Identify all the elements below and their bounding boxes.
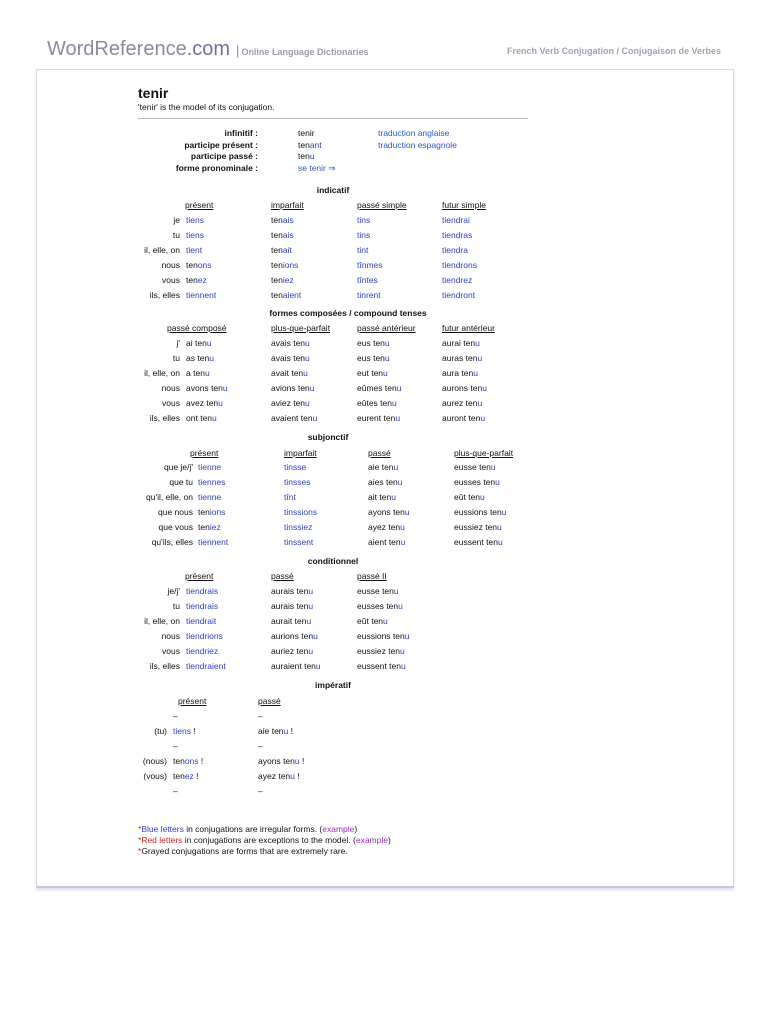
composees-pqp-5: avaient tenu xyxy=(271,413,318,423)
subjonctif-present-5: tiennent xyxy=(198,537,229,547)
subjonctif-imparfait-4: tinssiez xyxy=(284,522,313,532)
logo-separator: | xyxy=(236,43,240,58)
composees-header-0: passé composé xyxy=(167,323,227,333)
subjonctif-pronoun-1: que tu xyxy=(169,477,193,487)
subjonctif-present-0: tienne xyxy=(198,462,222,472)
subjonctif-passe-1: aies tenu xyxy=(368,477,403,487)
imperatif-passe-3: ayons tenu ! xyxy=(258,756,305,766)
indicatif-present-1: tiens xyxy=(186,230,204,240)
subjonctif-present-4: teniez xyxy=(198,522,221,532)
red-example-link[interactable]: example xyxy=(355,835,388,845)
subjonctif-title: subjonctif xyxy=(307,432,349,442)
composees-passe_compose-2: a tenu xyxy=(186,368,210,378)
note-red-label: Red letters xyxy=(141,835,183,845)
conditionnel-present-3: tiendrions xyxy=(186,631,223,641)
indicatif-passe_simple-2: tint xyxy=(357,245,369,255)
composees-pronoun-3: nous xyxy=(161,383,180,393)
conditionnel-pronoun-0: je/j' xyxy=(167,586,180,596)
composees-header-3: futur antérieur xyxy=(442,323,495,333)
composees-futur_ant-3: aurons tenu xyxy=(442,383,487,393)
conditionnel-passe-2: aurait tenu xyxy=(271,616,312,626)
subjonctif-pqp-0: eusse tenu xyxy=(454,462,496,472)
composees-anterieur-0: eus tenu xyxy=(357,338,390,348)
composees-pronoun-0: j' xyxy=(176,338,180,348)
imperatif-present-5: – xyxy=(173,786,178,796)
composees-futur_ant-4: aurez tenu xyxy=(442,398,483,408)
subjonctif-passe-3: ayons tenu xyxy=(368,507,410,517)
info-participe-present: tenant xyxy=(298,140,322,150)
indicatif-imparfait-0: tenais xyxy=(271,215,294,225)
composees-pronoun-4: vous xyxy=(162,398,180,408)
indicatif-futur-2: tiendra xyxy=(442,245,468,255)
indicatif-futur-0: tiendrai xyxy=(442,215,470,225)
title-divider xyxy=(138,118,528,119)
subjonctif-pqp-4: eussiez tenu xyxy=(454,522,502,532)
conditionnel-header-1: passé xyxy=(271,571,294,581)
conditionnel-header-0: présent xyxy=(185,571,214,581)
logo-tagline: Online Language Dictionaries xyxy=(241,47,369,57)
indicatif-passe_simple-0: tins xyxy=(357,215,371,225)
composees-header-1: plus-que-parfait xyxy=(271,323,331,333)
indicatif-pronoun-3: nous xyxy=(161,260,180,270)
conditionnel-passe-4: auriez tenu xyxy=(271,646,314,656)
composees-anterieur-3: eûmes tenu xyxy=(357,383,402,393)
subjonctif-pronoun-5: qu'ils, elles xyxy=(151,537,193,547)
conditionnel-header-2: passé II xyxy=(357,571,387,581)
indicatif-present-5: tiennent xyxy=(186,290,217,300)
subjonctif-pronoun-2: qu'il, elle, on xyxy=(146,492,193,502)
indicatif-present-0: tiens xyxy=(186,215,204,225)
indicatif-imparfait-4: teniez xyxy=(271,275,294,285)
indicatif-imparfait-1: tenais xyxy=(271,230,294,240)
subjonctif-pronoun-3: que nous xyxy=(158,507,193,517)
composees-futur_ant-2: aura tenu xyxy=(442,368,478,378)
link-traduction-espagnole[interactable]: traduction espagnole xyxy=(378,140,457,150)
indicatif-futur-4: tiendrez xyxy=(442,275,473,285)
composees-pqp-0: avais tenu xyxy=(271,338,310,348)
subjonctif-imparfait-2: tînt xyxy=(284,492,296,502)
composees-passe_compose-5: ont tenu xyxy=(186,413,217,423)
indicatif-futur-5: tiendront xyxy=(442,290,476,300)
note-blue: *Blue letters in conjugations are irregular forms. (example) xyxy=(138,824,358,834)
indicatif-title: indicatif xyxy=(316,185,350,195)
subjonctif-header-0: présent xyxy=(190,448,219,458)
conditionnel-present-2: tiendrait xyxy=(186,616,217,626)
subjonctif-present-2: tienne xyxy=(198,492,222,502)
conditionnel-title: conditionnel xyxy=(307,556,359,566)
composees-pronoun-2: il, elle, on xyxy=(144,368,180,378)
conditionnel-passe2-4: eussiez tenu xyxy=(357,646,405,656)
subjonctif-pronoun-4: que vous xyxy=(158,522,193,532)
conditionnel-passe2-3: eussions tenu xyxy=(357,631,410,641)
composees-pronoun-5: ils, elles xyxy=(149,413,180,423)
subjonctif-imparfait-1: tinsses xyxy=(284,477,311,487)
note-blue-label: Blue letters xyxy=(141,824,184,834)
composees-passe_compose-1: as tenu xyxy=(186,353,214,363)
indicatif-imparfait-3: tenions xyxy=(271,260,299,270)
composees-futur_ant-0: aurai tenu xyxy=(442,338,480,348)
page-heading: French Verb Conjugation / Conjugaison de Verbes xyxy=(506,46,721,56)
info-label-2: participe passé : xyxy=(190,151,258,161)
indicatif-imparfait-2: tenait xyxy=(271,245,292,255)
indicatif-header-2: passé simple xyxy=(357,200,407,210)
imperatif-present-2: – xyxy=(173,741,178,751)
indicatif-passe_simple-3: tînmes xyxy=(357,260,383,270)
composees-passe_compose-0: ai tenu xyxy=(186,338,212,348)
conditionnel-present-4: tiendriez xyxy=(186,646,219,656)
pronominal-link[interactable]: se tenir ⇒ xyxy=(298,163,336,173)
info-label-0: infinitif : xyxy=(224,128,258,138)
composees-pqp-4: aviez tenu xyxy=(271,398,310,408)
verb-title: tenir xyxy=(138,85,169,101)
subjonctif-header-1: imparfait xyxy=(284,448,317,458)
conditionnel-present-0: tiendrais xyxy=(186,586,219,596)
conditionnel-passe-1: aurais tenu xyxy=(271,601,314,611)
subjonctif-imparfait-5: tinssent xyxy=(284,537,314,547)
imperatif-pronoun-4: (vous) xyxy=(143,771,167,781)
info-label-3: forme pronominale : xyxy=(175,163,258,173)
indicatif-header-1: imparfait xyxy=(271,200,304,210)
composees-anterieur-1: eus tenu xyxy=(357,353,390,363)
indicatif-futur-1: tiendras xyxy=(442,230,473,240)
conditionnel-pronoun-1: tu xyxy=(172,601,180,611)
subjonctif-pqp-2: eût tenu xyxy=(454,492,485,502)
composees-pqp-1: avais tenu xyxy=(271,353,310,363)
indicatif-header-3: futur simple xyxy=(442,200,486,210)
imperatif-passe-2: – xyxy=(258,741,263,751)
composees-anterieur-2: eut tenu xyxy=(357,368,388,378)
subjonctif-present-3: tenions xyxy=(198,507,226,517)
logo-com: .com xyxy=(186,38,231,60)
conditionnel-pronoun-5: ils, elles xyxy=(149,661,180,671)
conditionnel-pronoun-2: il, elle, on xyxy=(144,616,180,626)
subjonctif-pqp-1: eusses tenu xyxy=(454,477,500,487)
conditionnel-pronoun-4: vous xyxy=(162,646,180,656)
indicatif-passe_simple-1: tins xyxy=(357,230,371,240)
indicatif-present-4: tenez xyxy=(186,275,207,285)
imperatif-pronoun-3: (nous) xyxy=(142,756,167,766)
note-gray: *Grayed conjugations are forms that are extremely rare. xyxy=(138,846,348,856)
imperatif-passe-5: – xyxy=(258,786,263,796)
imperatif-header-present: présent xyxy=(178,696,207,706)
conditionnel-passe-0: aurais tenu xyxy=(271,586,314,596)
conditionnel-present-5: tiendraient xyxy=(186,661,226,671)
conditionnel-passe2-5: eussent tenu xyxy=(357,661,406,671)
subjonctif-pqp-5: eussent tenu xyxy=(454,537,503,547)
indicatif-futur-3: tiendrons xyxy=(442,260,477,270)
info-infinitif: tenir xyxy=(298,128,315,138)
imperatif-present-0: – xyxy=(173,711,178,721)
indicatif-pronoun-0: je xyxy=(173,215,180,225)
indicatif-pronoun-2: il, elle, on xyxy=(144,245,180,255)
subjonctif-passe-5: aient tenu xyxy=(368,537,406,547)
imperatif-pronoun-1: (tu) xyxy=(154,726,167,736)
imperatif-passe-4: ayez tenu ! xyxy=(258,771,300,781)
indicatif-present-2: tient xyxy=(186,245,203,255)
imperatif-title: impératif xyxy=(315,680,351,690)
composees-pronoun-1: tu xyxy=(172,353,180,363)
subjonctif-present-1: tiennes xyxy=(198,477,226,487)
conditionnel-passe2-0: eusse tenu xyxy=(357,586,399,596)
indicatif-imparfait-5: tenaient xyxy=(271,290,302,300)
conditionnel-passe-5: auraient tenu xyxy=(271,661,321,671)
conditionnel-passe-3: aurions tenu xyxy=(271,631,318,641)
conditionnel-present-1: tiendrais xyxy=(186,601,219,611)
indicatif-pronoun-5: ils, elles xyxy=(149,290,180,300)
composees-anterieur-5: eurent tenu xyxy=(357,413,401,423)
composees-header-2: passé antérieur xyxy=(357,323,416,333)
subjonctif-pqp-3: eussions tenu xyxy=(454,507,507,517)
composees-anterieur-4: eûtes tenu xyxy=(357,398,397,408)
indicatif-present-3: tenons xyxy=(186,260,212,270)
imperatif-present-1: tiens ! xyxy=(173,726,196,736)
imperatif-passe-0: – xyxy=(258,711,263,721)
conditionnel-pronoun-3: nous xyxy=(161,631,180,641)
imperatif-present-3: tenons ! xyxy=(173,756,204,766)
legend-notes xyxy=(138,824,391,857)
composees-futur_ant-5: auront tenu xyxy=(442,413,486,423)
subjonctif-header-2: passé xyxy=(368,448,391,458)
logo-wordreference: WordReference xyxy=(47,38,187,60)
subjonctif-passe-0: aie tenu xyxy=(368,462,399,472)
composees-title: formes composées / compound tenses xyxy=(269,308,427,318)
composees-passe_compose-4: avez tenu xyxy=(186,398,223,408)
composees-pqp-2: avait tenu xyxy=(271,368,308,378)
subjonctif-passe-2: ait tenu xyxy=(368,492,396,502)
imperatif-header-passe: passé xyxy=(258,696,281,706)
info-participe-passe: tenu xyxy=(298,151,315,161)
indicatif-pronoun-4: vous xyxy=(162,275,180,285)
subjonctif-passe-4: ayez tenu xyxy=(368,522,405,532)
indicatif-passe_simple-4: tîntes xyxy=(357,275,378,285)
blue-example-link[interactable]: example xyxy=(322,824,355,834)
note-red: *Red letters in conjugations are exceptions to the model. (example) xyxy=(138,835,391,845)
indicatif-pronoun-1: tu xyxy=(172,230,180,240)
indicatif-header-0: présent xyxy=(185,200,214,210)
composees-pqp-3: avions tenu xyxy=(271,383,315,393)
model-note: 'tenir' is the model of its conjugation. xyxy=(138,102,275,112)
composees-futur_ant-1: auras tenu xyxy=(442,353,483,363)
imperatif-passe-1: aie tenu ! xyxy=(258,726,294,736)
composees-passe_compose-3: avons tenu xyxy=(186,383,228,393)
link-traduction-anglaise[interactable]: traduction anglaise xyxy=(378,128,450,138)
conditionnel-passe2-1: eusses tenu xyxy=(357,601,403,611)
indicatif-passe_simple-5: tinrent xyxy=(357,290,381,300)
info-label-1: participe présent : xyxy=(184,140,258,150)
conditionnel-passe2-2: eût tenu xyxy=(357,616,388,626)
subjonctif-imparfait-0: tinsse xyxy=(284,462,307,472)
imperatif-present-4: tenez ! xyxy=(173,771,199,781)
subjonctif-pronoun-0: que je/j' xyxy=(163,462,193,472)
subjonctif-imparfait-3: tinssions xyxy=(284,507,318,517)
subjonctif-header-3: plus-que-parfait xyxy=(454,448,514,458)
